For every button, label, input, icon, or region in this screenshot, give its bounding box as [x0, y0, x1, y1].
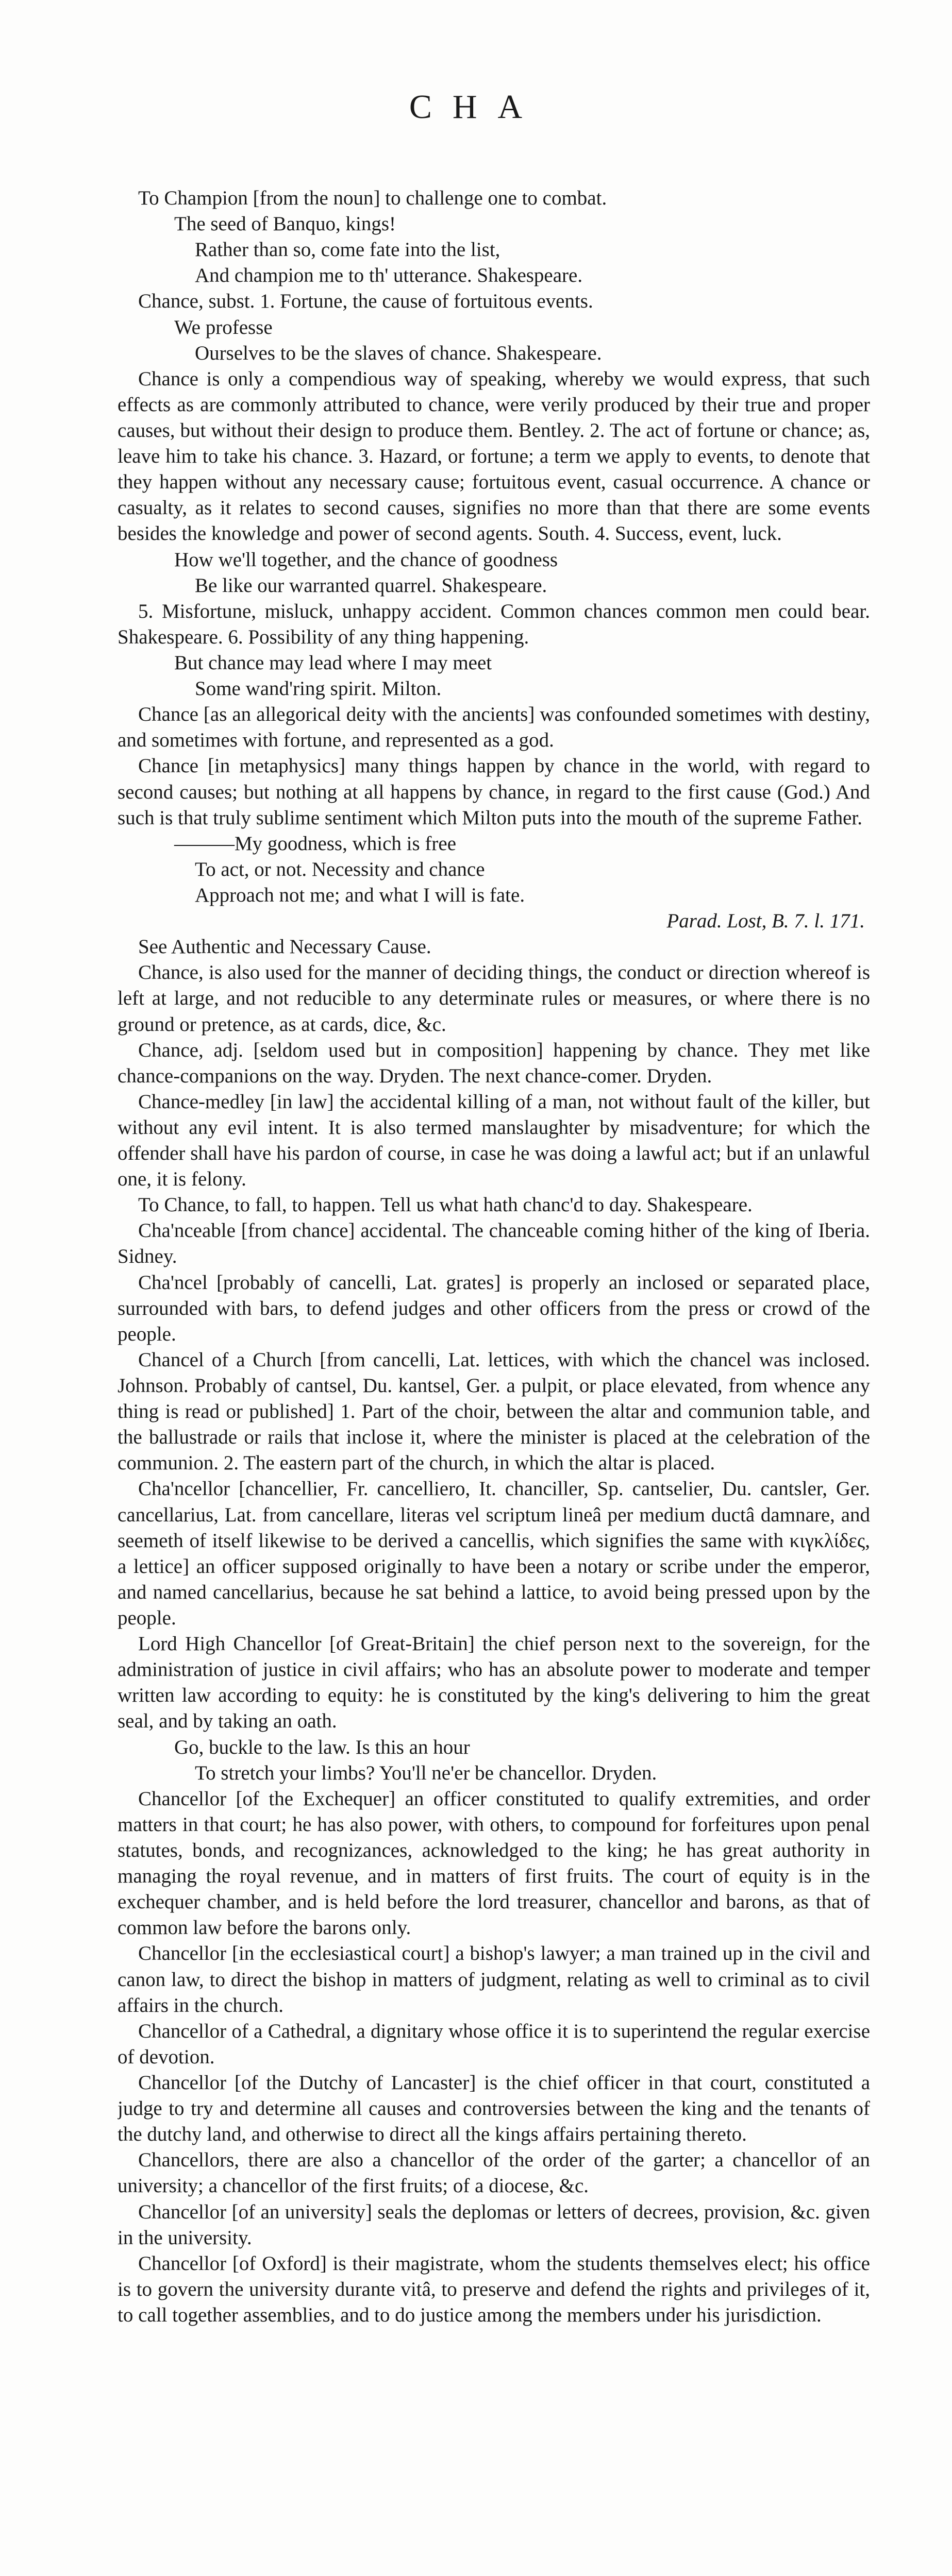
entry-paragraph: Cha'ncel [probably of cancelli, Lat. grates] is properly an inclosed or separated place, surrounded with bars, to defend judges and other officers from the press or crowd of the people.: [118, 1271, 870, 1345]
entry-paragraph: Chancellor of a Cathedral, a dignitary whose office it is to superintend the regular exercise of devotion.: [118, 2020, 870, 2068]
verse-quotation: We professe Ourselves to be the slaves of chance. Shakespeare.: [174, 316, 602, 364]
entry-paragraph: Chancellors, there are also a chancellor of the order of the garter; a chancellor of an university; a chancellor of the first fruits; of a diocese, &c.: [118, 2149, 870, 2197]
page-header: CHA: [409, 88, 543, 126]
entry-paragraph: Chancellor [of the Exchequer] an officer constituted to qualify extremities, and order matters in that court; he has also power, with others, to compound for forfeitures upon penal statutes, bonds, and recognizances, acknowledged to the king; he has great authority in managing the royal revenue, and in matters of first fruits. The court of equity is in the exchequer chamber, and is held before the lord treasurer, chancellor and barons, as that of common law before the barons only.: [118, 1787, 870, 1939]
verse-quotation: ———My goodness, which is free To act, or not. Necessity and chance Approach not me; and what I will is fate.: [174, 832, 525, 906]
entry-paragraph: 5. Misfortune, misluck, unhappy accident. Common chances common men could bear. Shakespeare. 6. Possibility of any thing happening.: [118, 600, 870, 648]
entry-paragraph: Cha'nceable [from chance] accidental. The chanceable coming hither of the king of Iberia. Sidney.: [118, 1219, 870, 1268]
entry-paragraph: Chance, adj. [seldom used but in composition] happening by chance. They met like chance-companions on the way. Dryden. The next chance-comer. Dryden.: [118, 1039, 870, 1087]
entry-paragraph: Chance, subst. 1. Fortune, the cause of fortuitous events.: [138, 290, 593, 313]
entry-paragraph: Lord High Chancellor [of Great-Britain] the chief person next to the sovereign, for the administration of justice in civil affairs; who has an absolute power to moderate and temper written law according to equity: he is constituted by the king's delivering to him the great seal, and by taking an oath.: [118, 1633, 870, 1733]
entry-paragraph: Chance, is also used for the manner of deciding things, the conduct or direction whereof is left at large, and not reducible to any determinate rules or measures, or where there is no ground or pretence, as at cards, dice, &c.: [118, 961, 870, 1036]
entry-paragraph: Chance is only a compendious way of speaking, whereby we would express, that such effects as are commonly attributed to chance, were verily produced by their true and proper causes, but without their design to produce them. Bentley. 2. The act of fortune or chance; as, leave him to take his chance. 3. Hazard, or fortune; a term we apply to events, to denote that they happen without any necessary cause; fortuitous event, casual occurrence. A chance or casualty, as it relates to second causes, signifies no more than that there are some events besides the knowledge and power of second agents. South. 4. Success, event, luck.: [118, 367, 870, 545]
entry-paragraph: Chancel of a Church [from cancelli, Lat. lettices, with which the chancel was inclosed. Johnson. Probably of cantsel, Du. kantsel, Ger. a pulpit, or place elevated, from whence any thing is read or published] 1. Part of the choir, between the altar and communion table, and the ballustrade or rails that inclose it, where the minister is placed at the celebration of the communion. 2. The eastern part of the church, in which the altar is placed.: [118, 1348, 870, 1475]
entry-paragraph: Chancellor [of Oxford] is their magistrate, whom the students themselves elect; his office is to govern the university durante vitâ, to preserve and defend the rights and privileges of it, to call together assemblies, and to do justice among the members under his jurisdiction.: [118, 2252, 870, 2326]
verse-citation: Parad. Lost, B. 7. l. 171.: [666, 910, 865, 933]
verse-quotation: Go, buckle to the law. Is this an hour To stretch your limbs? You'll ne'er be chancellor. Dryden.: [174, 1736, 657, 1784]
verse-quotation: How we'll together, and the chance of goodness Be like our warranted quarrel. Shakespeare.: [174, 548, 558, 597]
entry-paragraph: See Authentic and Necessary Cause.: [138, 936, 431, 958]
entry-paragraph: To Champion [from the noun] to challenge one to combat.: [138, 187, 607, 209]
entry-paragraph: Chance [in metaphysics] many things happen by chance in the world, with regard to second causes; but nothing at all happens by chance, in regard to the first cause (God.) And such is that truly sublime sentiment which Milton puts into the mouth of the supreme Father.: [118, 755, 870, 829]
verse-quotation: But chance may lead where I may meet Some wand'ring spirit. Milton.: [174, 651, 492, 700]
entry-paragraph: To Chance, to fall, to happen. Tell us what hath chanc'd to day. Shakespeare.: [138, 1194, 753, 1216]
entry-paragraph: Cha'ncellor [chancellier, Fr. cancelliero, It. chanciller, Sp. cantselier, Du. cantsler, Ger. cancellarius, Lat. from cancellare, literas vel scriptum lineâ per medium ductâ damnare, and seemeth of itself likewise to be derived a cancellis, which signifies the same with κιγκλίδες, a lettice] an officer supposed originally to have been a notary or scribe under the emperor, and named cancellarius, because he sat behind a lattice, to avoid being pressed upon by the people.: [118, 1478, 870, 1630]
entry-paragraph: Chancellor [of the Dutchy of Lancaster] is the chief officer in that court, constituted a judge to try and determine all causes and controversies between the king and the tenants of the dutchy land, and otherwise to direct all the kings affairs pertaining thereto.: [118, 2071, 870, 2146]
verse-quotation: The seed of Banquo, kings! Rather than so, come fate into the list, And champion me to th' utterance. Shakespeare.: [174, 213, 583, 287]
entry-paragraph: Chancellor [of an university] seals the deplomas or letters of decrees, provision, &c. given in the university.: [118, 2200, 870, 2249]
entry-paragraph: Chance [as an allegorical deity with the ancients] was confounded sometimes with destiny, and sometimes with fortune, and represented as a god.: [118, 703, 870, 752]
entry-paragraph: Chance-medley [in law] the accidental killing of a man, not without fault of the killer, but without any evil intent. It is also termed manslaughter by misadventure; for which the offender shall have his pardon of course, in case he was doing a lawful act; but if an unlawful one, it is felony.: [118, 1090, 870, 1191]
entry-paragraph: Chancellor [in the ecclesiastical court] a bishop's lawyer; a man trained up in the civil and canon law, to direct the bishop in matters of judgment, relating as well to criminal as to civil affairs in the church.: [118, 1942, 870, 2016]
page-body: [118, 185, 870, 2576]
